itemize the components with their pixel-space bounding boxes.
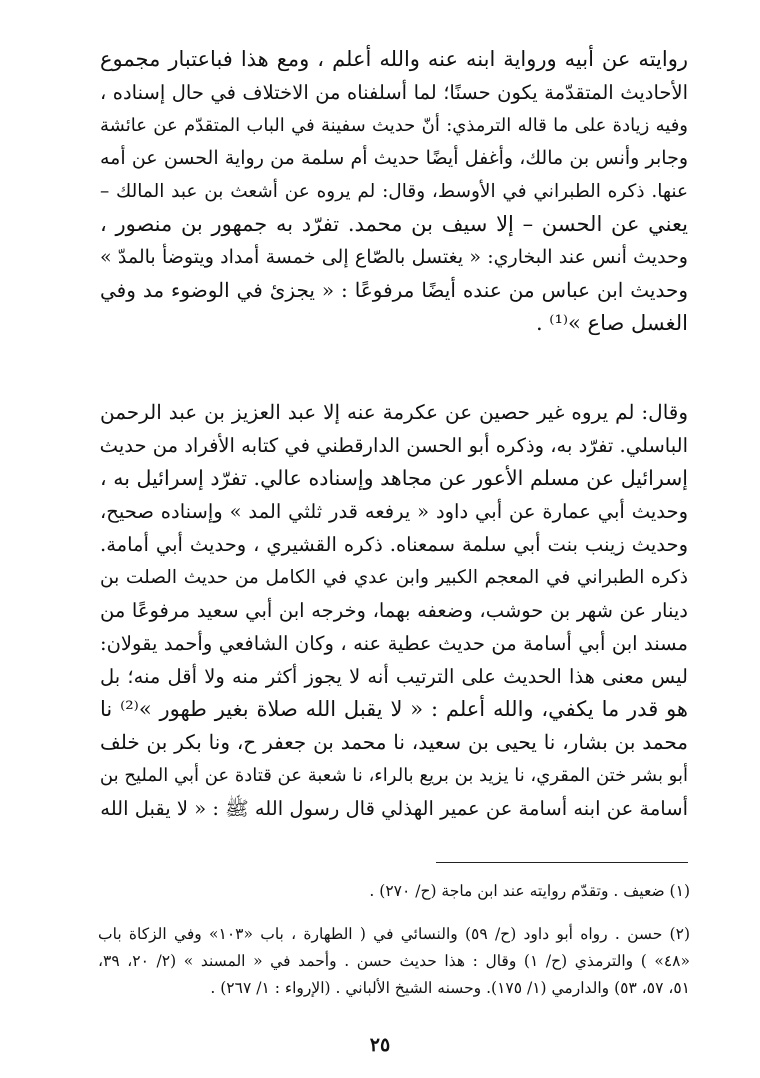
footnote-1-line: (١) ضعيف . وتقدّم روايته عند ابن ماجة (ح/ ٢٧٠) . (369, 882, 690, 900)
footnotes (98, 878, 690, 1002)
footnote-2-line: «٤٨» ) والترمذي (ح/ ١) وقال : هذا حديث حسن . وأحمد في « المسند » (٢/ ٢٠، ٣٩، (98, 952, 690, 970)
paragraph-1-line: يعني عن الحسن – إلا سيف بن محمد. تفرّد به جمهور بن منصور ، (100, 212, 688, 236)
paragraph-2-line: الباسلي. تفرّد به، وذكره أبو الحسن الدارقطني في كتابه الأفراد من حديث (99, 434, 688, 457)
footnote-1 (98, 878, 690, 905)
footnote-2-line: (٢) حسن . رواه أبو داود (ح/ ٥٩) والنسائي في ( الطهارة ، باب «١٠٣» وفي الزكاة باب (98, 925, 690, 943)
main-paragraph-2 (100, 396, 688, 825)
footnote-2 (98, 921, 690, 1002)
paragraph-1-line: الغسل صاع »⁽¹⁾ . (535, 311, 688, 335)
paragraph-1-line: وحديث أنس عند البخاري: « يغتسل بالصّاع إلى خمسة أمداد ويتوضأ بالمدّ » (100, 246, 688, 268)
paragraph-2-line: وحديث زينب بنت أبي سلمة سمعناه. ذكره القشيري ، وحديث أبي أمامة. (100, 533, 688, 556)
paragraph-2-line: وقال: لم يروه غير حصين عن عكرمة عنه إلا عبد العزيز بن عبد الرحمن (100, 400, 689, 424)
paragraph-2-line: دينار عن شهر بن حوشب، وضعفه بهما، وخرجه ابن أبي سعيد مرفوعًا من (100, 599, 688, 622)
paragraph-2-line: ذكره الطبراني في المعجم الكبير وابن عدي في الكامل من حديث الصلت بن (100, 567, 688, 588)
page-number: ٢٥ (369, 1034, 391, 1056)
footnote-gap (98, 905, 690, 921)
paragraph-1-line: وحديث ابن عباس من عنده أيضًا مرفوعًا : « يجزئ في الوضوء مد وفي (100, 278, 688, 302)
paragraph-1-line: الأحاديث المتقدّمة يكون حسنًا؛ لما أسلفناه من الاختلاف في حال إسناده ، (100, 81, 688, 104)
footnote-separator (436, 862, 688, 863)
paragraph-2-line: ليس معنى هذا الحديث على الترتيب أنه لا يجوز أكثر منه ولا أقل منه؛ بل (100, 665, 688, 688)
paragraph-1-line: عنها. ذكره الطبراني في الأوسط، وقال: لم يروه عن أشعث بن عبد المالك – (100, 181, 688, 202)
paragraph-2-line: أسامة عن ابنه أسامة عن عمير الهذلي قال رسول الله ﷺ : « لا يقبل الله (100, 797, 688, 820)
paragraph-2-line: مسند ابن أبي أسامة من حديث عطية عنه ، وكان الشافعي وأحمد يقولان: (100, 632, 688, 655)
paragraph-2-line: محمد بن بشار، نا يحيى بن سعيد، نا محمد بن جعفر ح، ونا بكر بن خلف (100, 730, 688, 754)
paragraph-2-line: هو قدر ما يكفي، والله أعلم : « لا يقبل الله صلاة بغير طهور »⁽²⁾ نا (100, 697, 688, 721)
paragraph-2-line: أبو بشر ختن المقري، نا يزيد بن بريع بالراء، نا شعبة عن قتادة عن أبي المليح بن (99, 765, 688, 786)
footnote-2-line: ٥١، ٥٧، ٥٣) والدارمي (١/ ١٧٥). وحسنه الشيخ الألباني . (الإرواء : ١/ ٢٦٧) . (210, 979, 690, 997)
paragraph-2-line: إسرائيل عن مسلم الأعور عن مجاهد وإسناده عالي. تفرّد إسرائيل به ، (100, 466, 688, 490)
paragraph-2-line: وحديث أبي عمارة عن أبي داود « يرفعه قدر ثلثي المد » وإسناده صحيح، (100, 500, 688, 523)
main-paragraph-1 (100, 43, 688, 340)
paragraph-1-line: وفيه زيادة على ما قاله الترمذي: أنّ حديث سفينة في الباب المتقدّم عن عائشة (100, 115, 688, 136)
paragraph-1-line: روايته عن أبيه ورواية ابنه عنه والله أعلم ، ومع هذا فباعتبار مجموع (100, 47, 688, 71)
paragraph-1-line: وجابر وأنس بن مالك، وأغفل أيضًا حديث أم سلمة من رواية الحسن عن أمه (100, 147, 688, 169)
